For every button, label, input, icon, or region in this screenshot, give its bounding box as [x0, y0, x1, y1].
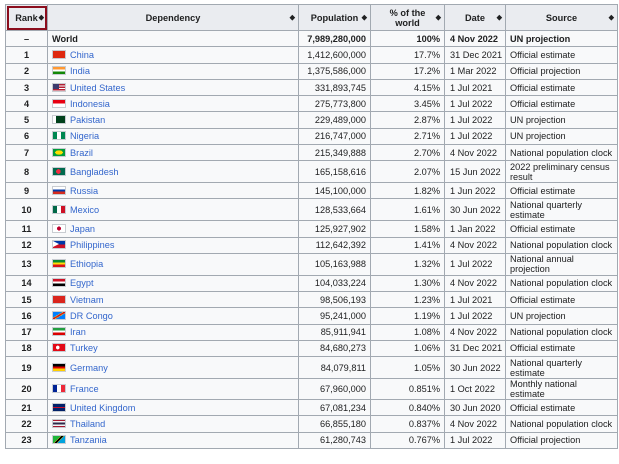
date-cell: 1 Jan 2022	[445, 221, 506, 237]
rank-cell: 18	[6, 340, 48, 356]
source-cell: National population clock	[506, 416, 618, 432]
rank-cell: 23	[6, 432, 48, 448]
table-row	[6, 47, 618, 63]
date-cell: 1 Mar 2022	[445, 63, 506, 79]
population-cell: 7,989,280,000	[299, 31, 371, 47]
dependency-cell	[48, 432, 299, 448]
date-cell: 1 Jun 2022	[445, 183, 506, 199]
rank-cell: 10	[6, 199, 48, 221]
country-link[interactable]: Indonesia	[70, 98, 110, 109]
population-cell: 215,349,888	[299, 145, 371, 161]
population-cell: 216,747,000	[299, 128, 371, 144]
dependency-cell	[48, 237, 299, 253]
rank-cell: 17	[6, 324, 48, 340]
dependency-cell	[48, 378, 299, 399]
pct-cell: 1.58%	[371, 221, 445, 237]
date-cell: 1 Jul 2022	[445, 112, 506, 128]
flag-bangladesh-icon	[52, 167, 66, 176]
pct-cell: 1.05%	[371, 357, 445, 379]
country-link[interactable]: France	[70, 383, 99, 394]
table-row	[6, 308, 618, 324]
date-cell: 4 Nov 2022	[445, 275, 506, 291]
population-cell: 67,960,000	[299, 378, 371, 399]
pct-cell: 0.851%	[371, 378, 445, 399]
source-cell: National annual projection	[506, 253, 618, 275]
pct-cell: 1.41%	[371, 237, 445, 253]
table-row	[6, 128, 618, 144]
dependency-cell	[48, 47, 299, 63]
pct-cell: 1.30%	[371, 275, 445, 291]
date-cell: 1 Jul 2021	[445, 79, 506, 95]
population-cell: 66,855,180	[299, 416, 371, 432]
date-cell: 30 Jun 2022	[445, 357, 506, 379]
country-link[interactable]: Iran	[70, 327, 86, 338]
source-cell: National quarterly estimate	[506, 357, 618, 379]
population-cell: 85,911,941	[299, 324, 371, 340]
dependency-column-header[interactable]: Dependency ◆	[48, 5, 299, 31]
population-column-header[interactable]: Population ◆	[299, 5, 371, 31]
pct-cell: 3.45%	[371, 96, 445, 112]
population-cell: 98,506,193	[299, 291, 371, 307]
pct-cell: 2.70%	[371, 145, 445, 161]
table-row	[6, 79, 618, 95]
rank-cell: 13	[6, 253, 48, 275]
pct-cell: 4.15%	[371, 79, 445, 95]
rank-column-header[interactable]: Rank ◆	[6, 5, 48, 31]
population-cell: 125,927,902	[299, 221, 371, 237]
sort-arrows-icon[interactable]: ◆	[608, 14, 614, 21]
table-row	[6, 63, 618, 79]
country-link[interactable]: Japan	[70, 223, 96, 234]
flag-turkey-icon	[52, 343, 66, 352]
dependency-cell	[48, 221, 299, 237]
sort-arrows-icon[interactable]: ◆	[38, 14, 44, 21]
date-cell: 1 Jul 2022	[445, 128, 506, 144]
pct-cell: 0.837%	[371, 416, 445, 432]
rank-cell: 6	[6, 128, 48, 144]
country-link[interactable]: Turkey	[70, 343, 98, 354]
flag-ethiopia-icon	[52, 259, 66, 268]
pct-cell: 2.71%	[371, 128, 445, 144]
country-link[interactable]: China	[70, 49, 95, 60]
sort-arrows-icon[interactable]: ◆	[361, 14, 367, 21]
flag-iran-icon	[52, 327, 66, 336]
source-cell: National population clock	[506, 324, 618, 340]
population-cell: 105,163,988	[299, 253, 371, 275]
table-row	[6, 291, 618, 307]
pct-world-column-header[interactable]: % of the world ◆	[371, 5, 445, 31]
dependency-cell	[48, 340, 299, 356]
dependency-cell	[48, 63, 299, 79]
population-cell: 61,280,743	[299, 432, 371, 448]
date-column-header[interactable]: Date ◆	[445, 5, 506, 31]
header-row	[6, 5, 618, 31]
table-row	[6, 161, 618, 183]
country-link[interactable]: United Kingdom	[70, 402, 136, 413]
flag-germany-icon	[52, 363, 66, 372]
flag-egypt-icon	[52, 278, 66, 287]
source-cell: National population clock	[506, 237, 618, 253]
source-cell: National population clock	[506, 275, 618, 291]
pct-cell: 0.767%	[371, 432, 445, 448]
rank-cell: 8	[6, 161, 48, 183]
pct-cell: 100%	[371, 31, 445, 47]
population-table	[5, 4, 618, 449]
dependency-cell	[48, 145, 299, 161]
date-cell: 4 Nov 2022	[445, 237, 506, 253]
table-row	[6, 378, 618, 399]
dependency-cell	[48, 96, 299, 112]
sort-arrows-icon[interactable]: ◆	[496, 14, 502, 21]
flag-india-icon	[52, 66, 66, 75]
dependency-cell	[48, 357, 299, 379]
table-row	[6, 183, 618, 199]
population-cell: 84,079,811	[299, 357, 371, 379]
table-row	[6, 199, 618, 221]
table-row	[6, 432, 618, 448]
dependency-cell	[48, 183, 299, 199]
source-cell: Official projection	[506, 63, 618, 79]
country-link[interactable]: Bangladesh	[70, 166, 119, 177]
rank-cell: 11	[6, 221, 48, 237]
rank-cell: 2	[6, 63, 48, 79]
source-cell: National quarterly estimate	[506, 199, 618, 221]
source-cell: UN projection	[506, 128, 618, 144]
country-link[interactable]: Tanzania	[70, 435, 107, 446]
population-cell: 145,100,000	[299, 183, 371, 199]
source-cell: Official estimate	[506, 291, 618, 307]
pct-cell: 17.7%	[371, 47, 445, 63]
country-link[interactable]: Russia	[70, 185, 99, 196]
population-cell: 128,533,664	[299, 199, 371, 221]
pct-cell: 1.32%	[371, 253, 445, 275]
dependency-cell: World	[48, 31, 299, 47]
source-cell: UN projection	[506, 31, 618, 47]
date-cell: 1 Jul 2022	[445, 96, 506, 112]
country-link[interactable]: Ethiopia	[70, 259, 104, 270]
sort-arrows-icon[interactable]: ◆	[435, 14, 441, 21]
source-cell: Monthly national estimate	[506, 378, 618, 399]
rank-cell: 20	[6, 378, 48, 399]
population-cell: 104,033,224	[299, 275, 371, 291]
pct-cell: 1.61%	[371, 199, 445, 221]
dependency-cell	[48, 128, 299, 144]
source-cell: Official estimate	[506, 399, 618, 415]
flag-us-icon	[52, 83, 66, 92]
flag-brazil-icon	[52, 148, 66, 157]
table-row	[6, 96, 618, 112]
rank-cell: 16	[6, 308, 48, 324]
dependency-cell	[48, 161, 299, 183]
flag-tanzania-icon	[52, 435, 66, 444]
rank-cell: 22	[6, 416, 48, 432]
table-row	[6, 237, 618, 253]
population-cell: 112,642,392	[299, 237, 371, 253]
country-link[interactable]: Pakistan	[70, 115, 106, 126]
flag-philippines-icon	[52, 240, 66, 249]
pct-cell: 1.08%	[371, 324, 445, 340]
population-cell: 229,489,000	[299, 112, 371, 128]
sort-arrows-icon[interactable]: ◆	[289, 14, 295, 21]
population-cell: 84,680,273	[299, 340, 371, 356]
date-cell: 15 Jun 2022	[445, 161, 506, 183]
source-cell: UN projection	[506, 112, 618, 128]
date-cell: 30 Jun 2022	[445, 199, 506, 221]
date-cell: 1 Oct 2022	[445, 378, 506, 399]
country-link[interactable]: Brazil	[70, 147, 93, 158]
flag-indonesia-icon	[52, 99, 66, 108]
date-cell: 1 Jul 2021	[445, 291, 506, 307]
country-link[interactable]: Thailand	[70, 418, 106, 429]
table-row	[6, 112, 618, 128]
date-cell: 31 Dec 2021	[445, 47, 506, 63]
country-link[interactable]: United States	[70, 82, 126, 93]
date-cell: 4 Nov 2022	[445, 145, 506, 161]
flag-japan-icon	[52, 224, 66, 233]
date-cell: 4 Nov 2022	[445, 324, 506, 340]
flag-vietnam-icon	[52, 295, 66, 304]
flag-mexico-icon	[52, 205, 66, 214]
dependency-cell	[48, 416, 299, 432]
date-cell: 1 Jul 2022	[445, 432, 506, 448]
pct-cell: 1.06%	[371, 340, 445, 356]
source-cell: Official estimate	[506, 183, 618, 199]
dependency-cell	[48, 275, 299, 291]
population-cell: 95,241,000	[299, 308, 371, 324]
country-link[interactable]: Germany	[70, 362, 108, 373]
country-link[interactable]: Philippines	[70, 240, 115, 251]
table-row	[6, 324, 618, 340]
population-cell: 1,375,586,000	[299, 63, 371, 79]
date-cell: 1 Jul 2022	[445, 308, 506, 324]
table-row	[6, 145, 618, 161]
table-row	[6, 357, 618, 379]
pct-cell: 17.2%	[371, 63, 445, 79]
country-link[interactable]: DR Congo	[70, 310, 113, 321]
source-column-header[interactable]: Source ◆	[506, 5, 618, 31]
dependency-cell	[48, 199, 299, 221]
flag-uk-icon	[52, 403, 66, 412]
rank-cell: 12	[6, 237, 48, 253]
table-row	[6, 399, 618, 415]
source-cell: Official estimate	[506, 47, 618, 63]
country-link[interactable]: Vietnam	[70, 294, 104, 305]
rank-cell: 9	[6, 183, 48, 199]
flag-nigeria-icon	[52, 131, 66, 140]
population-cell: 165,158,616	[299, 161, 371, 183]
world-row	[6, 31, 618, 47]
source-cell: 2022 preliminary census result	[506, 161, 618, 183]
source-cell: Official estimate	[506, 96, 618, 112]
table-row	[6, 340, 618, 356]
dependency-cell	[48, 308, 299, 324]
pct-cell: 2.07%	[371, 161, 445, 183]
rank-cell: 5	[6, 112, 48, 128]
table-row	[6, 253, 618, 275]
rank-cell: 14	[6, 275, 48, 291]
flag-pakistan-icon	[52, 115, 66, 124]
rank-cell: 19	[6, 357, 48, 379]
rank-cell: 4	[6, 96, 48, 112]
dependency-cell	[48, 112, 299, 128]
pct-cell: 1.19%	[371, 308, 445, 324]
table-row	[6, 275, 618, 291]
flag-france-icon	[52, 384, 66, 393]
country-link[interactable]: Nigeria	[70, 131, 100, 142]
date-cell: 4 Nov 2022	[445, 416, 506, 432]
country-link[interactable]: India	[70, 66, 90, 77]
source-cell: UN projection	[506, 308, 618, 324]
population-cell: 1,412,600,000	[299, 47, 371, 63]
flag-china-icon	[52, 50, 66, 59]
table-row	[6, 416, 618, 432]
dependency-cell	[48, 399, 299, 415]
population-cell: 331,893,745	[299, 79, 371, 95]
rank-cell: 3	[6, 79, 48, 95]
table-row	[6, 221, 618, 237]
pct-cell: 2.87%	[371, 112, 445, 128]
dependency-cell	[48, 291, 299, 307]
flag-russia-icon	[52, 186, 66, 195]
date-cell: 30 Jun 2020	[445, 399, 506, 415]
date-cell: 31 Dec 2021	[445, 340, 506, 356]
rank-cell: 1	[6, 47, 48, 63]
pct-cell: 1.23%	[371, 291, 445, 307]
source-cell: National population clock	[506, 145, 618, 161]
source-cell: Official estimate	[506, 340, 618, 356]
source-cell: Official projection	[506, 432, 618, 448]
pct-cell: 0.840%	[371, 399, 445, 415]
date-cell: 4 Nov 2022	[445, 31, 506, 47]
source-cell: Official estimate	[506, 79, 618, 95]
country-link[interactable]: Mexico	[70, 204, 100, 215]
rank-cell: 15	[6, 291, 48, 307]
pct-cell: 1.82%	[371, 183, 445, 199]
population-cell: 275,773,800	[299, 96, 371, 112]
population-cell: 67,081,234	[299, 399, 371, 415]
flag-thailand-icon	[52, 419, 66, 428]
date-cell: 1 Jul 2022	[445, 253, 506, 275]
dependency-cell	[48, 79, 299, 95]
dependency-cell	[48, 253, 299, 275]
country-link[interactable]: Egypt	[70, 278, 94, 289]
rank-cell: –	[6, 31, 48, 47]
rank-cell: 21	[6, 399, 48, 415]
flag-drcongo-icon	[52, 311, 66, 320]
dependency-cell	[48, 324, 299, 340]
source-cell: Official estimate	[506, 221, 618, 237]
rank-cell: 7	[6, 145, 48, 161]
